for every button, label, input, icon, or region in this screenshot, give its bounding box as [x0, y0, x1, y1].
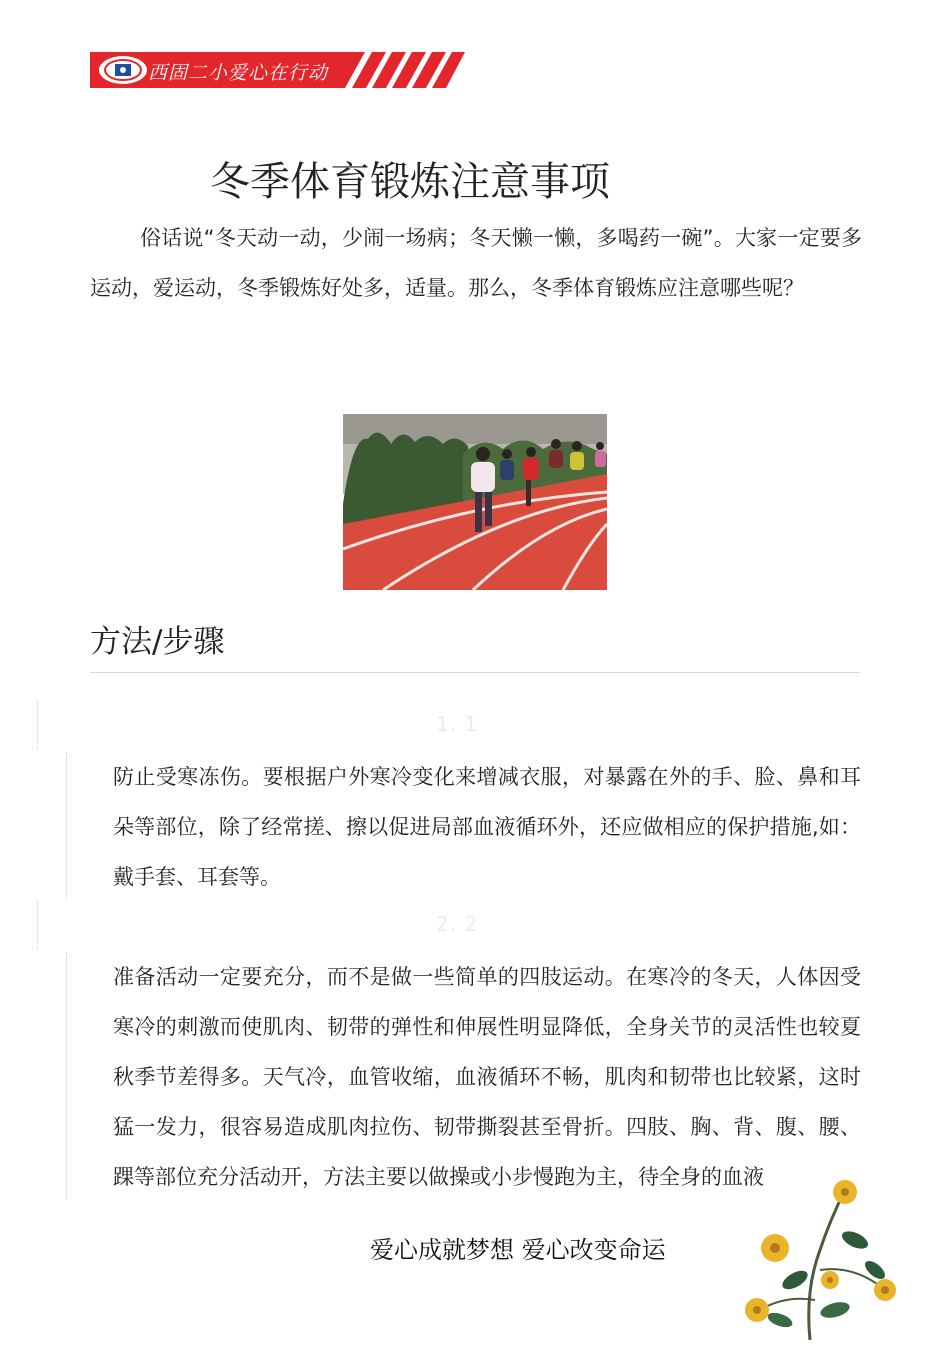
chrysanthemum-decoration-icon — [735, 1170, 905, 1348]
section-divider — [90, 672, 860, 673]
step-2-number-border — [37, 900, 38, 950]
step-2-text: 准备活动一定要充分，而不是做一些简单的四肢运动。在寒冷的冬天，人体因受寒冷的刺激而使肌肉、韧带的弹性和伸展性明显降低，全身关节的灵活性也较夏秋季节差得多。天气冷，血管收缩，血液循环不畅，肌肉和韧带也比较紧，这时猛一发力，很容易造成肌肉拉伤、韧带撕裂甚至骨折。四肢、胸、背、腹、腰、踝等部位充分活动开，方法主要以做操或小步慢跑为主，待全身的血液 — [113, 965, 861, 1189]
page-title: 冬季体育锻炼注意事项 — [210, 159, 610, 205]
running-track-photo — [343, 414, 607, 590]
header-banner — [90, 52, 465, 88]
banner-slogan: 西固二小爱心在行动 — [148, 62, 329, 84]
step-2-text-border — [66, 952, 67, 1200]
footer-motto: 爱心成就梦想 爱心改变命运 — [370, 1236, 666, 1264]
step-1-text: 防止受寒冻伤。要根据户外寒冷变化来增减衣服，对暴露在外的手、脸、鼻和耳朵等部位，除了经常搓、擦以促进局部血液循环外，还应做相应的保护措施,如：戴手套、耳套等。 — [113, 765, 861, 889]
intro-paragraph: 俗话说“冬天动一动，少闹一场病；冬天懒一懒，多喝药一碗”。大家一定要多运动，爱运动，冬季锻炼好处多，适量。那么，冬季体育锻炼应注意哪些呢？ — [90, 226, 862, 300]
step-2-number: 2. 2 — [436, 912, 479, 936]
school-logo-icon — [99, 56, 147, 84]
step-1-number-border — [37, 700, 38, 750]
step-1-number: 1. 1 — [436, 712, 479, 736]
section-heading: 方法/步骤 — [90, 624, 225, 660]
step-1-text-border — [66, 752, 67, 900]
